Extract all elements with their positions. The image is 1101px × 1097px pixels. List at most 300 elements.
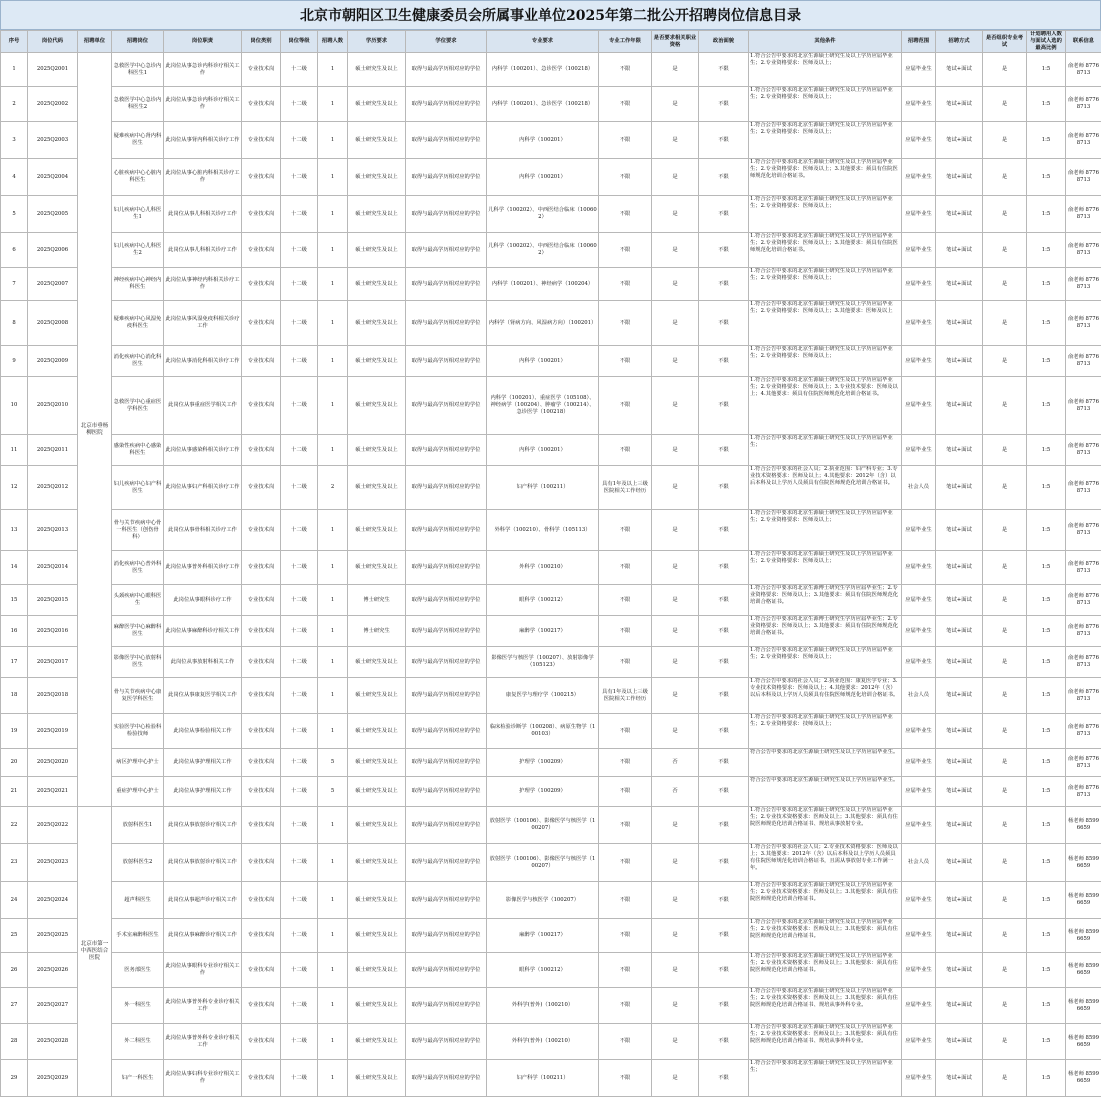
cell-major: 内科学（肾病方向、风湿病方向）（100201） xyxy=(487,301,599,346)
cell-contact: 杨老师 85996659 xyxy=(1066,988,1101,1024)
cell-major: 影像医学与核医学（100207） xyxy=(487,882,599,919)
cell-major: 外科学（100210）、骨科学（105113） xyxy=(487,510,599,551)
cell-pol: 不限 xyxy=(699,159,749,196)
table-row xyxy=(1,919,1101,953)
cell-contact: 俞老师 87768713 xyxy=(1066,87,1101,122)
cell-cert: 是 xyxy=(652,988,699,1024)
cell-code: 2025Q2005 xyxy=(28,196,78,233)
cell-pol: 不限 xyxy=(699,585,749,616)
cell-level: 十二级 xyxy=(281,882,318,919)
cell-years: 不限 xyxy=(599,749,652,777)
column-header: 是否组织专业考试 xyxy=(983,31,1027,53)
cell-years: 不限 xyxy=(599,647,652,678)
cell-ratio: 1:5 xyxy=(1027,53,1066,87)
cell-years: 不限 xyxy=(599,551,652,585)
cell-exam: 是 xyxy=(983,122,1027,159)
cell-num: 1 xyxy=(318,196,348,233)
cell-scope: 应届毕业生 xyxy=(902,159,936,196)
cell-pol: 不限 xyxy=(699,988,749,1024)
cell-contact: 俞老师 87768713 xyxy=(1066,466,1101,510)
cell-cert: 是 xyxy=(652,678,699,714)
cell-cert: 是 xyxy=(652,647,699,678)
cell-major: 内科学（100201）、急诊医学（100218） xyxy=(487,53,599,87)
cell-years: 不限 xyxy=(599,585,652,616)
cell-contact: 杨老师 85996659 xyxy=(1066,919,1101,953)
cell-cat: 专业技术岗 xyxy=(242,87,281,122)
cell-years: 不限 xyxy=(599,714,652,749)
cell-scope: 应届毕业生 xyxy=(902,882,936,919)
cell-major: 儿科学（100202）、中西医结合临床（100602） xyxy=(487,233,599,268)
cell-ratio: 1:5 xyxy=(1027,268,1066,301)
table-row xyxy=(1,988,1101,1024)
cell-duty: 此岗位从事眼科专业诊疗相关工作 xyxy=(164,953,242,988)
cell-level: 十二级 xyxy=(281,953,318,988)
cell-level: 十二级 xyxy=(281,919,318,953)
table-row xyxy=(1,953,1101,988)
cell-exam: 是 xyxy=(983,585,1027,616)
cell-method: 笔试+面试 xyxy=(936,844,983,882)
cell-edu: 博士研究生 xyxy=(348,585,406,616)
cell-exam: 是 xyxy=(983,844,1027,882)
cell-years: 不限 xyxy=(599,87,652,122)
table-row xyxy=(1,844,1101,882)
cell-post: 手术室麻醉科医生 xyxy=(112,919,164,953)
cell-scope: 应届毕业生 xyxy=(902,1024,936,1060)
cell-level: 十二级 xyxy=(281,749,318,777)
cell-duty: 此岗位从事检验相关工作 xyxy=(164,714,242,749)
cell-cert: 是 xyxy=(652,919,699,953)
cell-scope: 应届毕业生 xyxy=(902,196,936,233)
cell-code: 2025Q2019 xyxy=(28,714,78,749)
cell-scope: 应届毕业生 xyxy=(902,749,936,777)
cell-post: 妇儿疾病中心妇产科医生 xyxy=(112,466,164,510)
cell-level: 十二级 xyxy=(281,377,318,435)
cell-post: 心脏疾病中心心脏内科医生 xyxy=(112,159,164,196)
cell-years: 不限 xyxy=(599,919,652,953)
cell-num: 1 xyxy=(318,1060,348,1097)
cell-exam: 是 xyxy=(983,919,1027,953)
cell-method: 笔试+面试 xyxy=(936,53,983,87)
table-row xyxy=(1,1024,1101,1060)
cell-cond: 1.符合公告中要求的社会人员；2.执业范围：康复医学专业；3.专业技术资格要求：医师及以上；4.其他要求：2012年（含）以后本科及以上学历人员须具有住院医师规范化培训合格证书。 xyxy=(749,678,902,714)
cell-degree: 取得与最高学历相对应的学位 xyxy=(406,953,487,988)
table-row xyxy=(1,377,1101,435)
table-row xyxy=(1,714,1101,749)
cell-major: 护理学（100209） xyxy=(487,749,599,777)
cell-degree: 取得与最高学历相对应的学位 xyxy=(406,510,487,551)
cell-ratio: 1:5 xyxy=(1027,749,1066,777)
column-header: 其他条件 xyxy=(749,31,902,53)
cell-cond: 1.符合公告中要求的北京生源硕士研究生及以上学历应届毕业生；2.专业资格要求：医师及以上； xyxy=(749,268,902,301)
cell-contact: 俞老师 87768713 xyxy=(1066,301,1101,346)
cell-cat: 专业技术岗 xyxy=(242,1060,281,1097)
cell-exam: 是 xyxy=(983,807,1027,844)
cell-method: 笔试+面试 xyxy=(936,616,983,647)
cell-num: 1 xyxy=(318,268,348,301)
cell-ratio: 1:5 xyxy=(1027,551,1066,585)
table-row xyxy=(1,1060,1101,1097)
cell-no: 21 xyxy=(1,777,28,807)
cell-major: 眼科学（100212） xyxy=(487,953,599,988)
cell-ratio: 1:5 xyxy=(1027,466,1066,510)
table-row xyxy=(1,585,1101,616)
cell-cat: 专业技术岗 xyxy=(242,807,281,844)
cell-cat: 专业技术岗 xyxy=(242,919,281,953)
cell-level: 十二级 xyxy=(281,616,318,647)
cell-duty: 此岗位从事心脏内科相关诊疗工作 xyxy=(164,159,242,196)
cell-cat: 专业技术岗 xyxy=(242,616,281,647)
cell-num: 1 xyxy=(318,301,348,346)
cell-level: 十二级 xyxy=(281,196,318,233)
cell-cert: 是 xyxy=(652,196,699,233)
cell-ratio: 1:5 xyxy=(1027,988,1066,1024)
cell-pol: 不限 xyxy=(699,196,749,233)
cell-scope: 应届毕业生 xyxy=(902,919,936,953)
cell-major: 内科学（100201）、重症医学（105108）、神经病学（100204）、肿瘤学（100214）、急诊医学（100218） xyxy=(487,377,599,435)
cell-post: 影像医学中心放射科医生 xyxy=(112,647,164,678)
table-row xyxy=(1,807,1101,844)
cell-num: 5 xyxy=(318,749,348,777)
cell-scope: 应届毕业生 xyxy=(902,53,936,87)
cell-method: 笔试+面试 xyxy=(936,435,983,466)
cell-scope: 应届毕业生 xyxy=(902,807,936,844)
cell-contact: 俞老师 87768713 xyxy=(1066,585,1101,616)
table-row xyxy=(1,87,1101,122)
cell-post: 妇产一科医生 xyxy=(112,1060,164,1097)
cell-cat: 专业技术岗 xyxy=(242,196,281,233)
cell-scope: 应届毕业生 xyxy=(902,647,936,678)
cell-pol: 不限 xyxy=(699,377,749,435)
cell-code: 2025Q2001 xyxy=(28,53,78,87)
cell-contact: 俞老师 87768713 xyxy=(1066,551,1101,585)
cell-edu: 硕士研究生及以上 xyxy=(348,53,406,87)
column-header: 政治面貌 xyxy=(699,31,749,53)
cell-post: 妇儿疾病中心儿科医生2 xyxy=(112,233,164,268)
cell-level: 十二级 xyxy=(281,122,318,159)
cell-pol: 不限 xyxy=(699,510,749,551)
cell-no: 28 xyxy=(1,1024,28,1060)
cell-contact: 杨老师 85996659 xyxy=(1066,953,1101,988)
cell-exam: 是 xyxy=(983,988,1027,1024)
cell-major: 外科学(普外)（100210） xyxy=(487,1024,599,1060)
cell-edu: 硕士研究生及以上 xyxy=(348,435,406,466)
cell-scope: 应届毕业生 xyxy=(902,87,936,122)
column-header: 专业要求 xyxy=(487,31,599,53)
cell-contact: 杨老师 85996659 xyxy=(1066,882,1101,919)
cell-no: 17 xyxy=(1,647,28,678)
cell-exam: 是 xyxy=(983,749,1027,777)
cell-duty: 此岗位从事妇产科相关诊疗工作 xyxy=(164,466,242,510)
cell-contact: 杨老师 85996659 xyxy=(1066,844,1101,882)
cell-major: 外科学(普外)（100210） xyxy=(487,988,599,1024)
cell-edu: 硕士研究生及以上 xyxy=(348,882,406,919)
cell-no: 20 xyxy=(1,749,28,777)
cell-major: 康复医学与理疗学（100215） xyxy=(487,678,599,714)
cell-degree: 取得与最高学历相对应的学位 xyxy=(406,233,487,268)
cell-ratio: 1:5 xyxy=(1027,919,1066,953)
cell-contact: 杨老师 85996659 xyxy=(1066,807,1101,844)
cell-ratio: 1:5 xyxy=(1027,807,1066,844)
cell-edu: 硕士研究生及以上 xyxy=(348,1024,406,1060)
cell-code: 2025Q2010 xyxy=(28,377,78,435)
cell-scope: 应届毕业生 xyxy=(902,301,936,346)
cell-pol: 不限 xyxy=(699,233,749,268)
cell-no: 3 xyxy=(1,122,28,159)
cell-num: 1 xyxy=(318,844,348,882)
cell-num: 1 xyxy=(318,551,348,585)
cell-level: 十二级 xyxy=(281,1024,318,1060)
cell-years: 不限 xyxy=(599,233,652,268)
cell-num: 1 xyxy=(318,435,348,466)
column-header: 岗位类别 xyxy=(242,31,281,53)
cell-cond: 1.符合公告中要求的北京生源硕士研究生及以上学历应届毕业生；2.专业技术资格要求：医师及以上；3.其他要求：须具有住院医师规范化培训合格证书、规培从事外科专业。 xyxy=(749,1024,902,1060)
cell-cat: 专业技术岗 xyxy=(242,268,281,301)
cell-cond: 1.符合公告中要求的北京生源硕士研究生及以上学历应届毕业生；2.专业资格要求：医师及以上； xyxy=(749,53,902,87)
cell-edu: 硕士研究生及以上 xyxy=(348,301,406,346)
cell-method: 笔试+面试 xyxy=(936,953,983,988)
cell-cond: 1.符合公告中要求的北京生源硕士研究生及以上学历应届毕业生；2.专业资格要求：医师及以上； xyxy=(749,196,902,233)
cell-scope: 应届毕业生 xyxy=(902,233,936,268)
cell-degree: 取得与最高学历相对应的学位 xyxy=(406,268,487,301)
cell-post: 急救医学中心急诊内科医生2 xyxy=(112,87,164,122)
cell-code: 2025Q2013 xyxy=(28,510,78,551)
cell-scope: 应届毕业生 xyxy=(902,1060,936,1097)
cell-exam: 是 xyxy=(983,714,1027,749)
cell-degree: 取得与最高学历相对应的学位 xyxy=(406,377,487,435)
cell-cat: 专业技术岗 xyxy=(242,551,281,585)
cell-contact: 俞老师 87768713 xyxy=(1066,122,1101,159)
cell-no: 16 xyxy=(1,616,28,647)
cell-num: 1 xyxy=(318,678,348,714)
cell-method: 笔试+面试 xyxy=(936,196,983,233)
cell-degree: 取得与最高学历相对应的学位 xyxy=(406,346,487,377)
cell-num: 1 xyxy=(318,510,348,551)
cell-num: 1 xyxy=(318,53,348,87)
cell-cond: 1.符合公告中要求的社会人员；2.专业技术资格要求：医师及以上；3.其他要求：2012年（含）以后本科及以上学历人员须具有住院医师规范化培训合格证书，且需从事放射专业工作满一年。 xyxy=(749,844,902,882)
cell-cert: 是 xyxy=(652,435,699,466)
cell-post: 感染性疾病中心感染科医生 xyxy=(112,435,164,466)
cell-major: 临床检验诊断学（100208）、病原生物学（100103） xyxy=(487,714,599,749)
cell-post: 重症护理中心护士 xyxy=(112,777,164,807)
cell-contact: 俞老师 87768713 xyxy=(1066,616,1101,647)
cell-cond: 1.符合公告中要求的北京生源硕士研究生及以上学历应届毕业生；2.专业技术资格要求：医师及以上；3.其他要求：须具有住院医师规范化培训合格证书。 xyxy=(749,882,902,919)
cell-ratio: 1:5 xyxy=(1027,233,1066,268)
cell-code: 2025Q2003 xyxy=(28,122,78,159)
cell-years: 不限 xyxy=(599,435,652,466)
column-header: 岗位职责 xyxy=(164,31,242,53)
column-header: 是否要求相关职业资格 xyxy=(652,31,699,53)
cell-num: 5 xyxy=(318,777,348,807)
cell-major: 妇产科学（100211） xyxy=(487,1060,599,1097)
cell-code: 2025Q2002 xyxy=(28,87,78,122)
cell-contact: 俞老师 87768713 xyxy=(1066,714,1101,749)
cell-ratio: 1:5 xyxy=(1027,510,1066,551)
cell-scope: 应届毕业生 xyxy=(902,268,936,301)
table-row xyxy=(1,882,1101,919)
column-header: 学位要求 xyxy=(406,31,487,53)
cell-post: 骨与关节疾病中心康复医学科医生 xyxy=(112,678,164,714)
cell-years: 不限 xyxy=(599,807,652,844)
cell-degree: 取得与最高学历相对应的学位 xyxy=(406,714,487,749)
cell-pol: 不限 xyxy=(699,647,749,678)
cell-cond: 1.符合公告中要求的北京生源硕士研究生及以上学历应届毕业生；2.专业资格要求：医师及以上；3.其他要求：医师及以上 xyxy=(749,301,902,346)
cell-pol: 不限 xyxy=(699,1060,749,1097)
page-title: 北京市朝阳区卫生健康委员会所属事业单位2025年第二批公开招聘岗位信息目录 xyxy=(0,0,1101,30)
cell-method: 笔试+面试 xyxy=(936,988,983,1024)
table-row xyxy=(1,159,1101,196)
table-row xyxy=(1,510,1101,551)
cell-cat: 专业技术岗 xyxy=(242,377,281,435)
column-header: 招聘人数 xyxy=(318,31,348,53)
cell-ratio: 1:5 xyxy=(1027,844,1066,882)
cell-contact: 俞老师 87768713 xyxy=(1066,510,1101,551)
cell-no: 10 xyxy=(1,377,28,435)
cell-duty: 此岗位从事普外科相关诊疗工作 xyxy=(164,551,242,585)
cell-exam: 是 xyxy=(983,53,1027,87)
cell-cert: 否 xyxy=(652,777,699,807)
cell-duty: 此岗位从事肾内科相关诊疗工作 xyxy=(164,122,242,159)
cell-edu: 硕士研究生及以上 xyxy=(348,844,406,882)
cell-no: 26 xyxy=(1,953,28,988)
cell-exam: 是 xyxy=(983,953,1027,988)
cell-duty: 此岗位从事麻醉诊疗相关工作 xyxy=(164,919,242,953)
cell-scope: 应届毕业生 xyxy=(902,988,936,1024)
cell-degree: 取得与最高学历相对应的学位 xyxy=(406,844,487,882)
cell-degree: 取得与最高学历相对应的学位 xyxy=(406,647,487,678)
cell-pol: 不限 xyxy=(699,882,749,919)
cell-contact: 俞老师 87768713 xyxy=(1066,53,1101,87)
cell-method: 笔试+面试 xyxy=(936,122,983,159)
cell-duty: 此岗位从事普外科专业诊疗相关工作 xyxy=(164,1024,242,1060)
cell-num: 1 xyxy=(318,159,348,196)
cell-years: 不限 xyxy=(599,882,652,919)
cell-method: 笔试+面试 xyxy=(936,1024,983,1060)
cell-years: 不限 xyxy=(599,844,652,882)
cell-major: 影像医学与核医学（100207）、放射影像学（105123） xyxy=(487,647,599,678)
cell-level: 十二级 xyxy=(281,777,318,807)
cell-scope: 应届毕业生 xyxy=(902,377,936,435)
cell-no: 13 xyxy=(1,510,28,551)
cell-method: 笔试+面试 xyxy=(936,233,983,268)
cell-post: 疑难疾病中心风湿免疫科医生 xyxy=(112,301,164,346)
cell-code: 2025Q2020 xyxy=(28,749,78,777)
cell-cert: 是 xyxy=(652,510,699,551)
cell-no: 12 xyxy=(1,466,28,510)
cell-post: 外一科医生 xyxy=(112,988,164,1024)
cell-method: 笔试+面试 xyxy=(936,714,983,749)
cell-cert: 是 xyxy=(652,346,699,377)
cell-edu: 硕士研究生及以上 xyxy=(348,647,406,678)
cell-duty: 此岗位从事放射诊疗相关工作 xyxy=(164,807,242,844)
cell-no: 24 xyxy=(1,882,28,919)
cell-contact: 俞老师 87768713 xyxy=(1066,196,1101,233)
cell-level: 十二级 xyxy=(281,551,318,585)
cell-cat: 专业技术岗 xyxy=(242,647,281,678)
cell-post: 骨与关节疾病中心骨一科医生（创伤骨科） xyxy=(112,510,164,551)
cell-duty: 此岗位从事急诊内科诊疗相关工作 xyxy=(164,53,242,87)
column-header: 招聘单位 xyxy=(78,31,112,53)
cell-cond: 1.符合公告中要求的北京生源博士研究生学历应届毕业生；2.专业资格要求：医师及以上；3.其他要求：须具有住院医师规范化培训合格证书。 xyxy=(749,585,902,616)
cell-code: 2025Q2025 xyxy=(28,919,78,953)
cell-code: 2025Q2024 xyxy=(28,882,78,919)
cell-no: 4 xyxy=(1,159,28,196)
cell-cat: 专业技术岗 xyxy=(242,953,281,988)
cell-exam: 是 xyxy=(983,466,1027,510)
cell-cond: 1.符合公告中要求的北京生源硕士研究生及以上学历应届毕业生；2.专业资格要求：医师及以上；3.其他要求：须具有住院医师规范化培训合格证书。 xyxy=(749,233,902,268)
cell-code: 2025Q2016 xyxy=(28,616,78,647)
cell-cert: 是 xyxy=(652,377,699,435)
cell-contact: 杨老师 85996659 xyxy=(1066,1024,1101,1060)
cell-cat: 专业技术岗 xyxy=(242,159,281,196)
cell-code: 2025Q2015 xyxy=(28,585,78,616)
cell-contact: 俞老师 87768713 xyxy=(1066,159,1101,196)
table-row xyxy=(1,678,1101,714)
cell-degree: 取得与最高学历相对应的学位 xyxy=(406,1024,487,1060)
cell-cert: 是 xyxy=(652,1060,699,1097)
cell-level: 十二级 xyxy=(281,87,318,122)
cell-cert: 是 xyxy=(652,585,699,616)
cell-cat: 专业技术岗 xyxy=(242,749,281,777)
cell-pol: 不限 xyxy=(699,435,749,466)
cell-degree: 取得与最高学历相对应的学位 xyxy=(406,749,487,777)
column-header: 岗位代码 xyxy=(28,31,78,53)
cell-post: 放射科医生2 xyxy=(112,844,164,882)
cell-no: 8 xyxy=(1,301,28,346)
cell-years: 不限 xyxy=(599,122,652,159)
cell-edu: 博士研究生 xyxy=(348,616,406,647)
cell-scope: 应届毕业生 xyxy=(902,122,936,159)
table-row xyxy=(1,749,1101,777)
cell-cond: 1.符合公告中要求的北京生源硕士研究生及以上学历应届毕业生；2.专业资格要求：技师及以上； xyxy=(749,714,902,749)
cell-major: 内科学（100201） xyxy=(487,122,599,159)
cell-duty: 此岗位从事放射诊疗相关工作 xyxy=(164,844,242,882)
cell-pol: 不限 xyxy=(699,777,749,807)
cell-pol: 不限 xyxy=(699,346,749,377)
cell-degree: 取得与最高学历相对应的学位 xyxy=(406,53,487,87)
cell-scope: 应届毕业生 xyxy=(902,714,936,749)
cell-major: 内科学（100201）、神经病学（100204） xyxy=(487,268,599,301)
cell-years: 不限 xyxy=(599,777,652,807)
table-row xyxy=(1,466,1101,510)
cell-code: 2025Q2017 xyxy=(28,647,78,678)
column-header: 联系信息 xyxy=(1066,31,1101,53)
cell-scope: 应届毕业生 xyxy=(902,777,936,807)
cell-post: 消化疾病中心普外科医生 xyxy=(112,551,164,585)
cell-edu: 硕士研究生及以上 xyxy=(348,714,406,749)
cell-cond: 1.符合公告中要求的北京生源硕士研究生及以上学历应届毕业生；2.专业技术资格要求：医师及以上；3.其他要求：须具有住院医师规范化培训合格证书。 xyxy=(749,919,902,953)
unit-cell: 北京市第一中西医结合医院 xyxy=(78,807,112,1097)
cell-duty: 此岗位从事消化科相关诊疗工作 xyxy=(164,346,242,377)
cell-num: 1 xyxy=(318,1024,348,1060)
cell-pol: 不限 xyxy=(699,466,749,510)
cell-level: 十二级 xyxy=(281,301,318,346)
cell-edu: 硕士研究生及以上 xyxy=(348,919,406,953)
cell-method: 笔试+面试 xyxy=(936,510,983,551)
cell-contact: 俞老师 87768713 xyxy=(1066,749,1101,777)
cell-level: 十二级 xyxy=(281,268,318,301)
cell-edu: 硕士研究生及以上 xyxy=(348,159,406,196)
cell-degree: 取得与最高学历相对应的学位 xyxy=(406,777,487,807)
cell-method: 笔试+面试 xyxy=(936,585,983,616)
cell-post: 实验医学中心检验科检验技师 xyxy=(112,714,164,749)
cell-duty: 此岗位从事感染科相关诊疗工作 xyxy=(164,435,242,466)
cell-ratio: 1:5 xyxy=(1027,301,1066,346)
cell-no: 7 xyxy=(1,268,28,301)
cell-edu: 硕士研究生及以上 xyxy=(348,988,406,1024)
cell-pol: 不限 xyxy=(699,678,749,714)
cell-cond: 1.符合公告中要求的北京生源博士研究生学历应届毕业生；2.专业资格要求：医师及以上；3.其他要求：须具有住院医师规范化培训合格证书。 xyxy=(749,616,902,647)
cell-num: 1 xyxy=(318,919,348,953)
